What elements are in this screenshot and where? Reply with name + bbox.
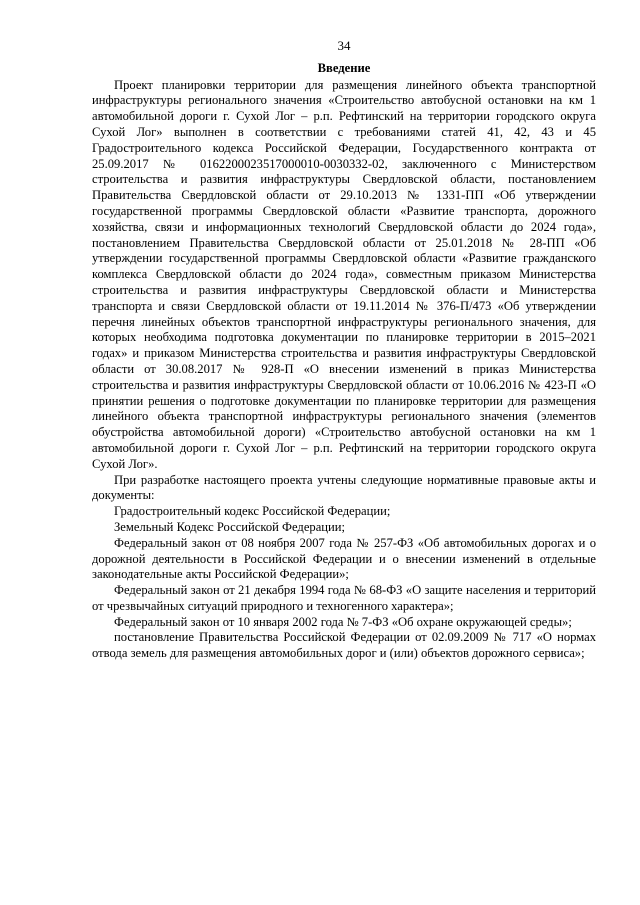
document-page — [92, 38, 596, 662]
document-item-law-7: Федеральный закон от 10 января 2002 года № 7-ФЗ «Об охране окружающей среды»; — [114, 614, 572, 629]
document-item-law-257: Федеральный закон от 08 ноября 2007 года № 257-ФЗ «Об автомобильных дорогах и о дорожной деятельности в Российской Федерации и о внесении изменений в отдельные законодательные акты Российской Федерации»; — [92, 535, 596, 582]
page-number: 34 — [337, 38, 351, 53]
document-item-law-68: Федеральный закон от 21 декабря 1994 года № 68-ФЗ «О защите населения и территорий от чрезвычайных ситуаций природного и техногенного характера»; — [92, 583, 596, 613]
section-heading: Введение — [317, 60, 371, 75]
document-item-decree-717: постановление Правительства Российской Федерации от 02.09.2009 № 717 «О нормах отвода земель для размещения автомобильных дорог и (или) объектов дорожного сервиса»; — [92, 630, 596, 661]
document-item-urban-code: Градостроительный кодекс Российской Федерации; — [114, 504, 391, 519]
document-item-land-code: Земельный Кодекс Российской Федерации; — [114, 519, 346, 534]
intro-paragraph: Проект планировки территории для размещения линейного объекта транспортной инфраструктуры регионального значения «Строительство автобусной остановки на км 1 автомобильной дороги г. Сухой Лог – р.п. Рефтинский на территории городского округа Сухой Лог» выполнен в соответствии с требованиями статей 41, 42, 43 и 45 Градостроительного кодекса Российской Федерации, Государственного контракта от 25.09.2017 № 0162200023517000010-0030332-02, заключенного с Министерством строительства и развития инфраструктуры Свердловской области, постановлением Правительства Свердловской области от 29.10.2013 № 1331-ПП «Об утверждении государственной программы Свердловской области «Развитие транспорта, дорожного хозяйства, связи и информационных технологий Свердловской области до 2024 года», постановлением Правительства Свердловской области от 25.01.2018 № 28-ПП «Об утверждении государственной программы Свердловской области «Развитие гражданского комплекса Свердловской области до 2024 года», совместным приказом Министерства строительства и развития инфраструктуры Свердловской области и Министерства транспорта и связи Свердловской области от 19.11.2014 № 376-П/473 «Об утверждении перечня линейных объектов транспортной инфраструктуры регионального значения, для которых необходима подготовка документации по планировке территории в 2015–2021 годах» и приказом Министерства строительства и развития инфраструктуры Свердловской области от 30.08.2017 № 928-П «О внесении изменений в приказ Министерства строительства и развития инфраструктуры Свердловской области от 10.06.2016 № 423-П «О принятии решения о подготовке документации по планировке территории для размещения линейного объекта транспортной инфраструктуры регионального значения (элементов обустройства автомобильной дороги) «Строительство автобусной остановки на км 1 автомобильной дороги г. Сухой Лог – р.п. Рефтинский на территории городского округа Сухой Лог». — [92, 77, 596, 471]
documents-intro: При разработке настоящего проекта учтены следующие нормативные правовые акты и документы: — [92, 472, 596, 503]
